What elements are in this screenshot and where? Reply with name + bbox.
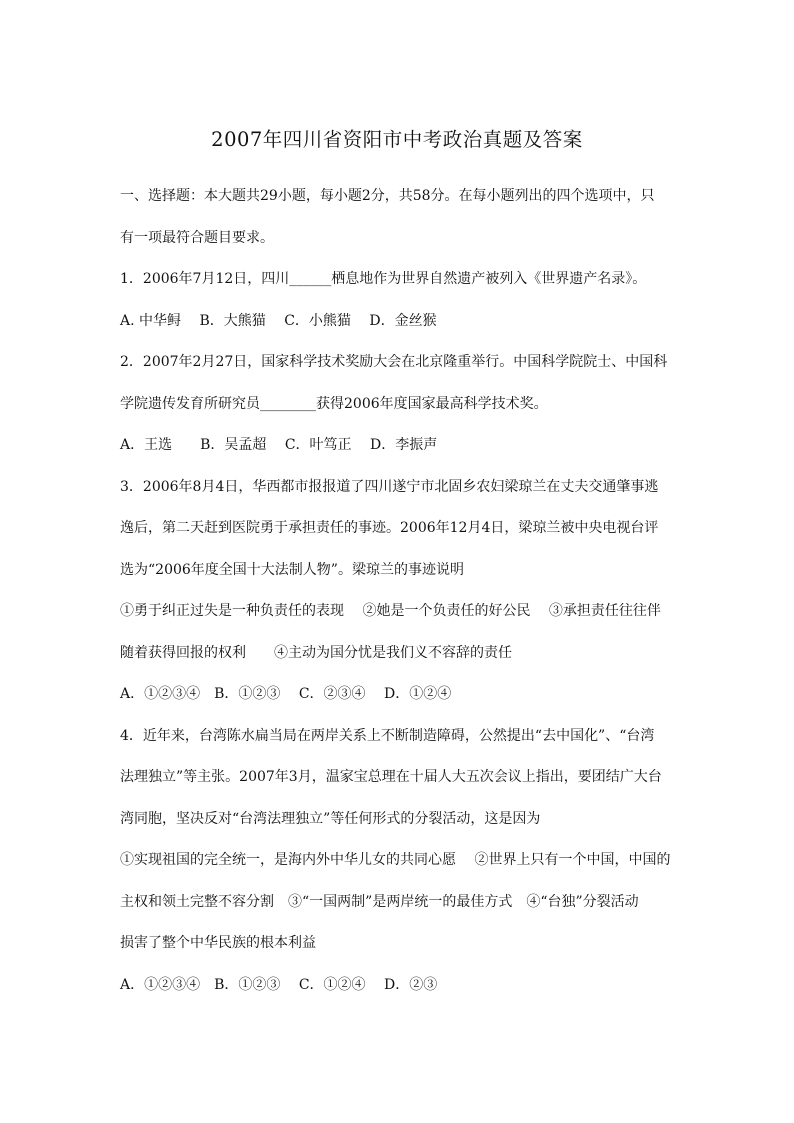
q3-stem-line-2: 逸后，第二天赶到医院勇于承担责任的事迹。2006年12月4日，梁琼兰被中央电视台评: [120, 520, 659, 536]
page-title: 2007年四川省资阳市中考政治真题及答案: [211, 128, 583, 151]
q4-options: A．①②③④ B．①②③ C．①②④ D．②③: [120, 977, 438, 993]
q4-stem-line-3: 湾同胞，坚决反对“台湾法理独立”等任何形式的分裂活动，这是因为: [120, 811, 541, 827]
q1-options: A. 中华鲟 B．大熊猫 C．小熊猫 D．金丝猴: [120, 313, 437, 329]
q3-options: A．①②③④ B．①②③ C．②③④ D．①②④: [120, 686, 452, 702]
q3-statements-line-2: 随着获得回报的权利 ④主动为国分忧是我们义不容辞的责任: [120, 645, 512, 661]
q2-options: A．王选 B．吴孟超 C．叶笃正 D．李振声: [120, 437, 438, 453]
section-intro-line-2: 有一项最符合题目要求。: [120, 230, 274, 246]
q4-statements-line-2: 主权和领土完整不容分割 ③“一国两制”是两岸统一的最佳方式 ④“台独”分裂活动: [120, 894, 639, 910]
q4-stem-line-2: 法理独立”等主张。2007年3月，温家宝总理在十届人大五次会议上指出，要团结广大台: [120, 769, 662, 785]
q2-stem-line-2: 学院遗传发育所研究员________获得2006年度国家最高科学技术奖。: [120, 396, 548, 412]
q3-stem-line-3: 选为“2006年度全国十大法制人物”。梁琼兰的事迹说明: [120, 562, 464, 578]
q4-statements-line-3: 损害了整个中华民族的根本利益: [120, 935, 316, 951]
q1-stem-line-1: 1．2006年7月12日，四川______栖息地作为世界自然遗产被列入《世界遗产名录》。: [120, 271, 647, 287]
section-intro-line-1: 一、选择题：本大题共29小题，每小题2分，共58分。在每小题列出的四个选项中，只: [120, 188, 655, 204]
q2-stem-line-1: 2．2007年2月27日，国家科学技术奖励大会在北京隆重举行。中国科学院院士、中国科: [120, 354, 668, 370]
q4-statements-line-1: ①实现祖国的完全统一，是海内外中华儿女的共同心愿 ②世界上只有一个中国，中国的: [120, 852, 671, 868]
q3-statements-line-1: ①勇于纠正过失是一种负责任的表现 ②她是一个负责任的好公民 ③承担责任往往伴: [120, 603, 661, 619]
q3-stem-line-1: 3．2006年8月4日，华西都市报报道了四川遂宁市北固乡农妇梁琼兰在丈夫交通肇事逃: [120, 479, 659, 495]
q4-stem-line-1: 4．近年来，台湾陈水扁当局在两岸关系上不断制造障碍，公然提出“去中国化”、“台湾: [120, 728, 655, 744]
